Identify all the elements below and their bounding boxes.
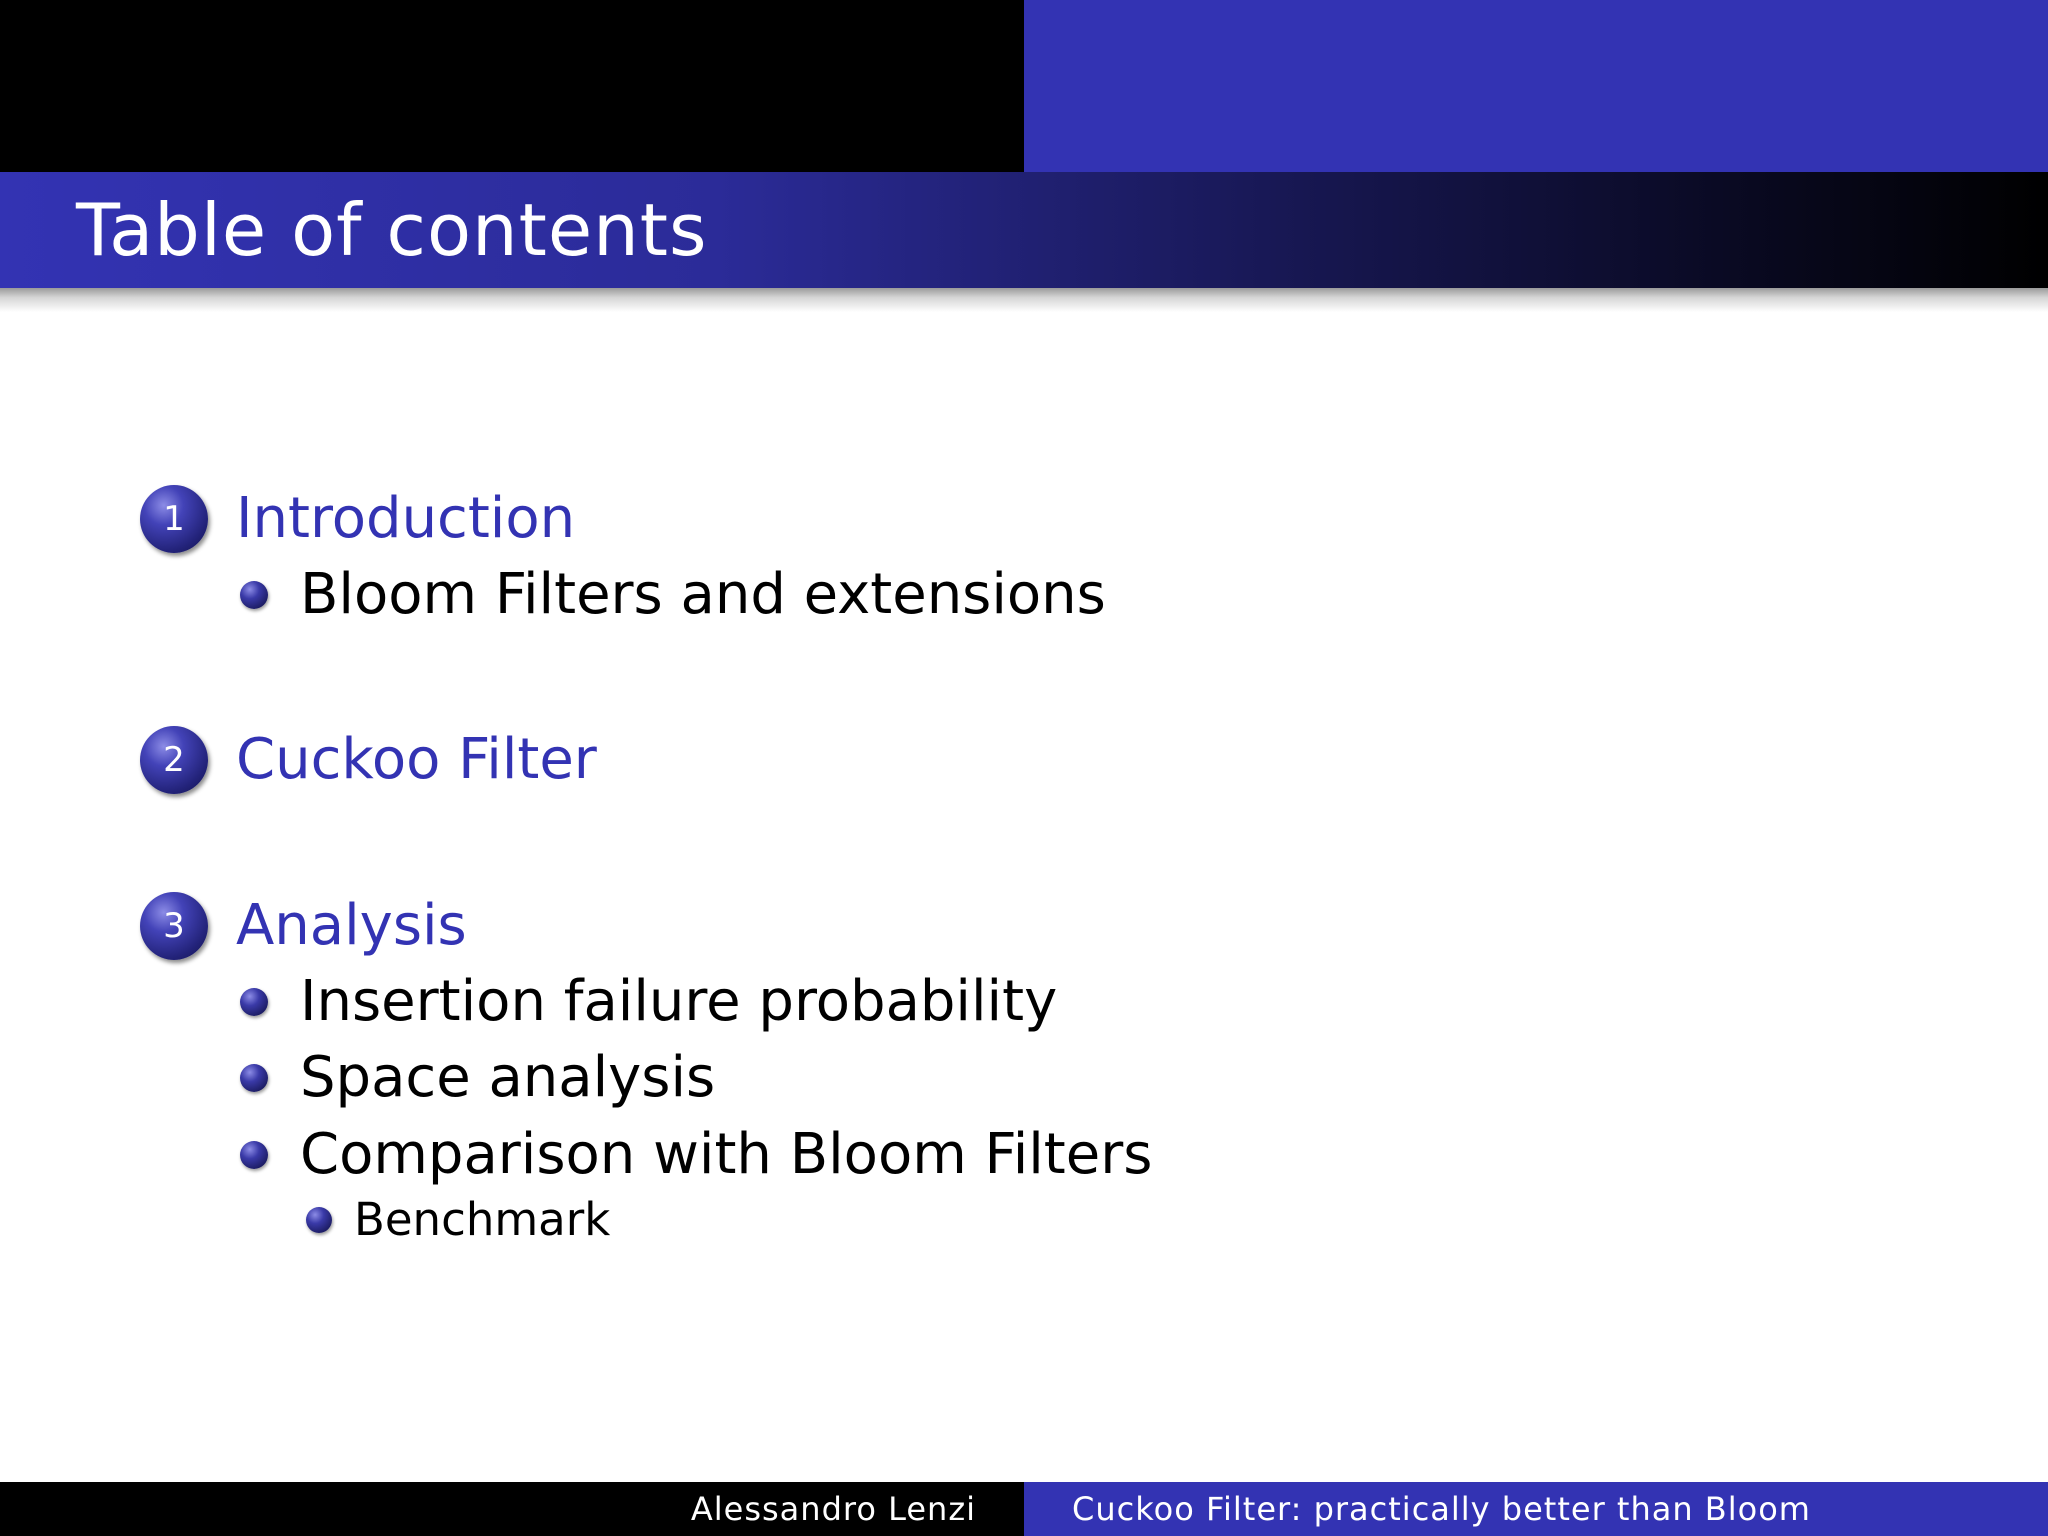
- section-number-ball-1: 1: [140, 485, 208, 553]
- page-title: Table of contents: [76, 188, 708, 272]
- bullet-ball-icon: [306, 1207, 332, 1233]
- bullet-ball-icon: [240, 581, 268, 609]
- section-number-ball-3: 3: [140, 892, 208, 960]
- footer-right-panel: [1024, 1482, 2048, 1536]
- section-number-ball-2: 2: [140, 726, 208, 794]
- footer-presentation-title: Cuckoo Filter: practically better than Bloom: [1072, 1490, 1811, 1528]
- toc-section-label: Cuckoo Filter: [236, 727, 597, 792]
- bullet-ball-icon: [240, 1141, 268, 1169]
- toc-subsection-comparison[interactable]: [240, 1120, 1152, 1190]
- toc-subsection-label: Comparison with Bloom Filters: [300, 1122, 1153, 1187]
- bullet-ball-icon: [240, 988, 268, 1016]
- footer-author: Alessandro Lenzi: [690, 1490, 976, 1528]
- toc-section-analysis[interactable]: [140, 890, 467, 962]
- bullet-ball-icon: [240, 1064, 268, 1092]
- toc-section-label: Introduction: [236, 486, 576, 551]
- toc-subsection-label: Space analysis: [300, 1045, 716, 1110]
- toc-subsection-label: Bloom Filters and extensions: [300, 562, 1106, 627]
- toc-subsection-bloom-filters[interactable]: [240, 560, 1106, 630]
- toc-subsection-space-analysis[interactable]: [240, 1043, 715, 1113]
- toc-section-cuckoo-filter[interactable]: [140, 724, 597, 796]
- footer-left-panel: [0, 1482, 1024, 1536]
- toc-subsubsection-label: Benchmark: [354, 1193, 611, 1246]
- toc-section-introduction[interactable]: [140, 483, 575, 555]
- toc-section-label: Analysis: [236, 893, 467, 958]
- toc-subsection-label: Insertion failure probability: [300, 969, 1058, 1034]
- toc-subsubsection-benchmark[interactable]: [306, 1193, 610, 1247]
- toc-subsection-insertion-failure[interactable]: [240, 967, 1057, 1037]
